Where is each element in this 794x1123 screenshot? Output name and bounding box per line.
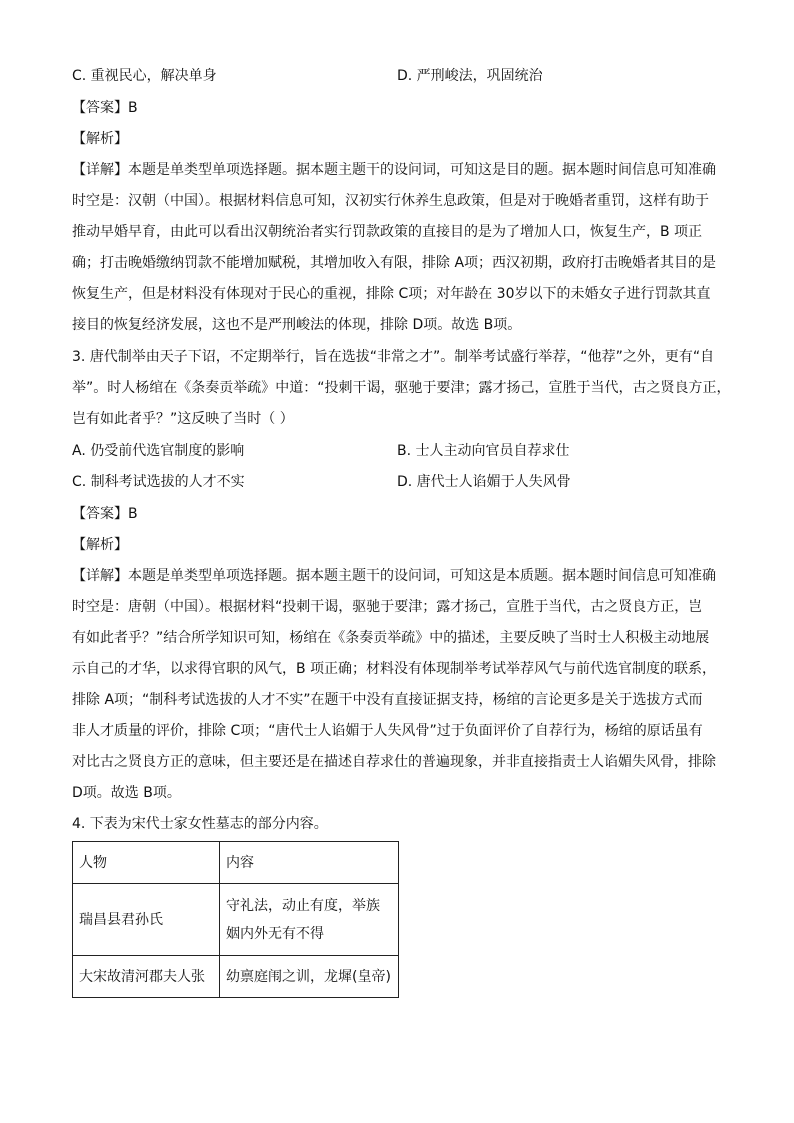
q2-option-d: D. 严刑峻法，巩固统治 <box>397 68 543 84</box>
q3-analysis-label: 【解析】 <box>72 537 128 553</box>
q2-answer: 【答案】B <box>72 100 138 116</box>
q3-detail-line: D项。故选 B项。 <box>72 785 181 801</box>
q3-stem-line: 举”。时人杨绾在《条奏贡举疏》中道：“投刺干谒，驱驰于要津；露才扬己，宣胜于当代，古之贤良方正， <box>72 380 731 396</box>
q3-detail-line: 排除 A项；“制科考试选拔的人才不实”在题干中没有直接证据支持，杨绾的言论更多是关于选拔方式而 <box>72 692 703 708</box>
q2-detail-line: 接目的恢复经济发展，这也不是严刑峻法的体现，排除 D项。故选 B项。 <box>72 317 522 333</box>
q4-table <box>72 841 399 998</box>
q3-stem-line: 3. 唐代制举由天子下诏，不定期举行，旨在选拔“非常之才”。制举考试盛行举荐，“他荐”之外，更有“自 <box>72 349 715 365</box>
q2-detail-line: 恢复生产，但是材料没有体现对于民心的重视，排除 C项；对年龄在 30岁以下的未婚女子进行罚款其直 <box>72 286 711 302</box>
q3-detail-line: 非人才质量的评价，排除 C项；“唐代士人谄媚于人失风骨”过于负面评价了自荐行为，杨绾的原话虽有 <box>72 723 703 739</box>
q3-option-b: B. 士人主动向官员自荐求仕 <box>397 443 570 459</box>
table-row <box>73 956 399 998</box>
q3-detail-line: 时空是：唐朝（中国）。根据材料“投刺干谒，驱驰于要津；露才扬己，宣胜于当代，古之贤良方正，岂 <box>72 599 703 615</box>
q3-detail-line: 对比古之贤良方正的意味，但主要还是在描述自荐求仕的普遍现象，并非直接指责士人谄媚失风骨，排除 <box>72 754 716 770</box>
table-cell: 幼禀庭闱之训，龙墀(皇帝) <box>220 956 399 998</box>
q2-detail-line: 推动早婚早育，由此可以看出汉朝统治者实行罚款政策的直接目的是为了增加人口，恢复生产，B 项正 <box>72 224 703 240</box>
q3-answer: 【答案】B <box>72 506 138 522</box>
q2-option-c: C. 重视民心，解决单身 <box>72 68 217 84</box>
q3-option-a: A. 仍受前代选官制度的影响 <box>72 443 245 459</box>
q2-detail-line: 时空是：汉朝（中国）。根据材料信息可知，汉初实行休养生息政策，但是对于晚婚者重罚，这样有助于 <box>72 193 709 209</box>
table-cell: 守礼法，动止有度，举族姻内外无有不得 <box>220 884 399 956</box>
table-cell: 瑞昌县君孙氏 <box>73 884 220 956</box>
q3-stem-line: 岂有如此者乎？”这反映了当时（ ） <box>72 411 294 427</box>
q2-detail-line: 确；打击晚婚缴纳罚款不能增加赋税，其增加收入有限，排除 A项；西汉初期，政府打击晚婚者其目的是 <box>72 255 717 271</box>
table-header-cell: 人物 <box>73 842 220 884</box>
table-header-cell: 内容 <box>220 842 399 884</box>
table-row <box>73 884 399 956</box>
q3-detail-line: 示自己的才华，以求得官职的风气，B 项正确；材料没有体现制举考试举荐风气与前代选官制度的联系， <box>72 661 717 677</box>
q2-analysis-label: 【解析】 <box>72 131 128 147</box>
q3-detail-line: 有如此者乎？”结合所学知识可知，杨绾在《条奏贡举疏》中的描述，主要反映了当时士人积极主动地展 <box>72 630 710 646</box>
table-cell: 大宋故清河郡夫人张 <box>73 956 220 998</box>
q3-option-c: C. 制科考试选拔的人才不实 <box>72 474 245 490</box>
table-header-row <box>73 842 399 884</box>
q4-stem: 4. 下表为宋代士家女性墓志的部分内容。 <box>72 816 328 832</box>
q3-option-d: D. 唐代士人谄媚于人失风骨 <box>397 474 571 490</box>
q3-detail-line: 【详解】本题是单类型单项选择题。据本题主题干的设问词，可知这是本质题。据本题时间信息可知准确 <box>72 568 716 584</box>
q2-detail-line: 【详解】本题是单类型单项选择题。据本题主题干的设问词，可知这是目的题。据本题时间信息可知准确 <box>72 162 716 178</box>
